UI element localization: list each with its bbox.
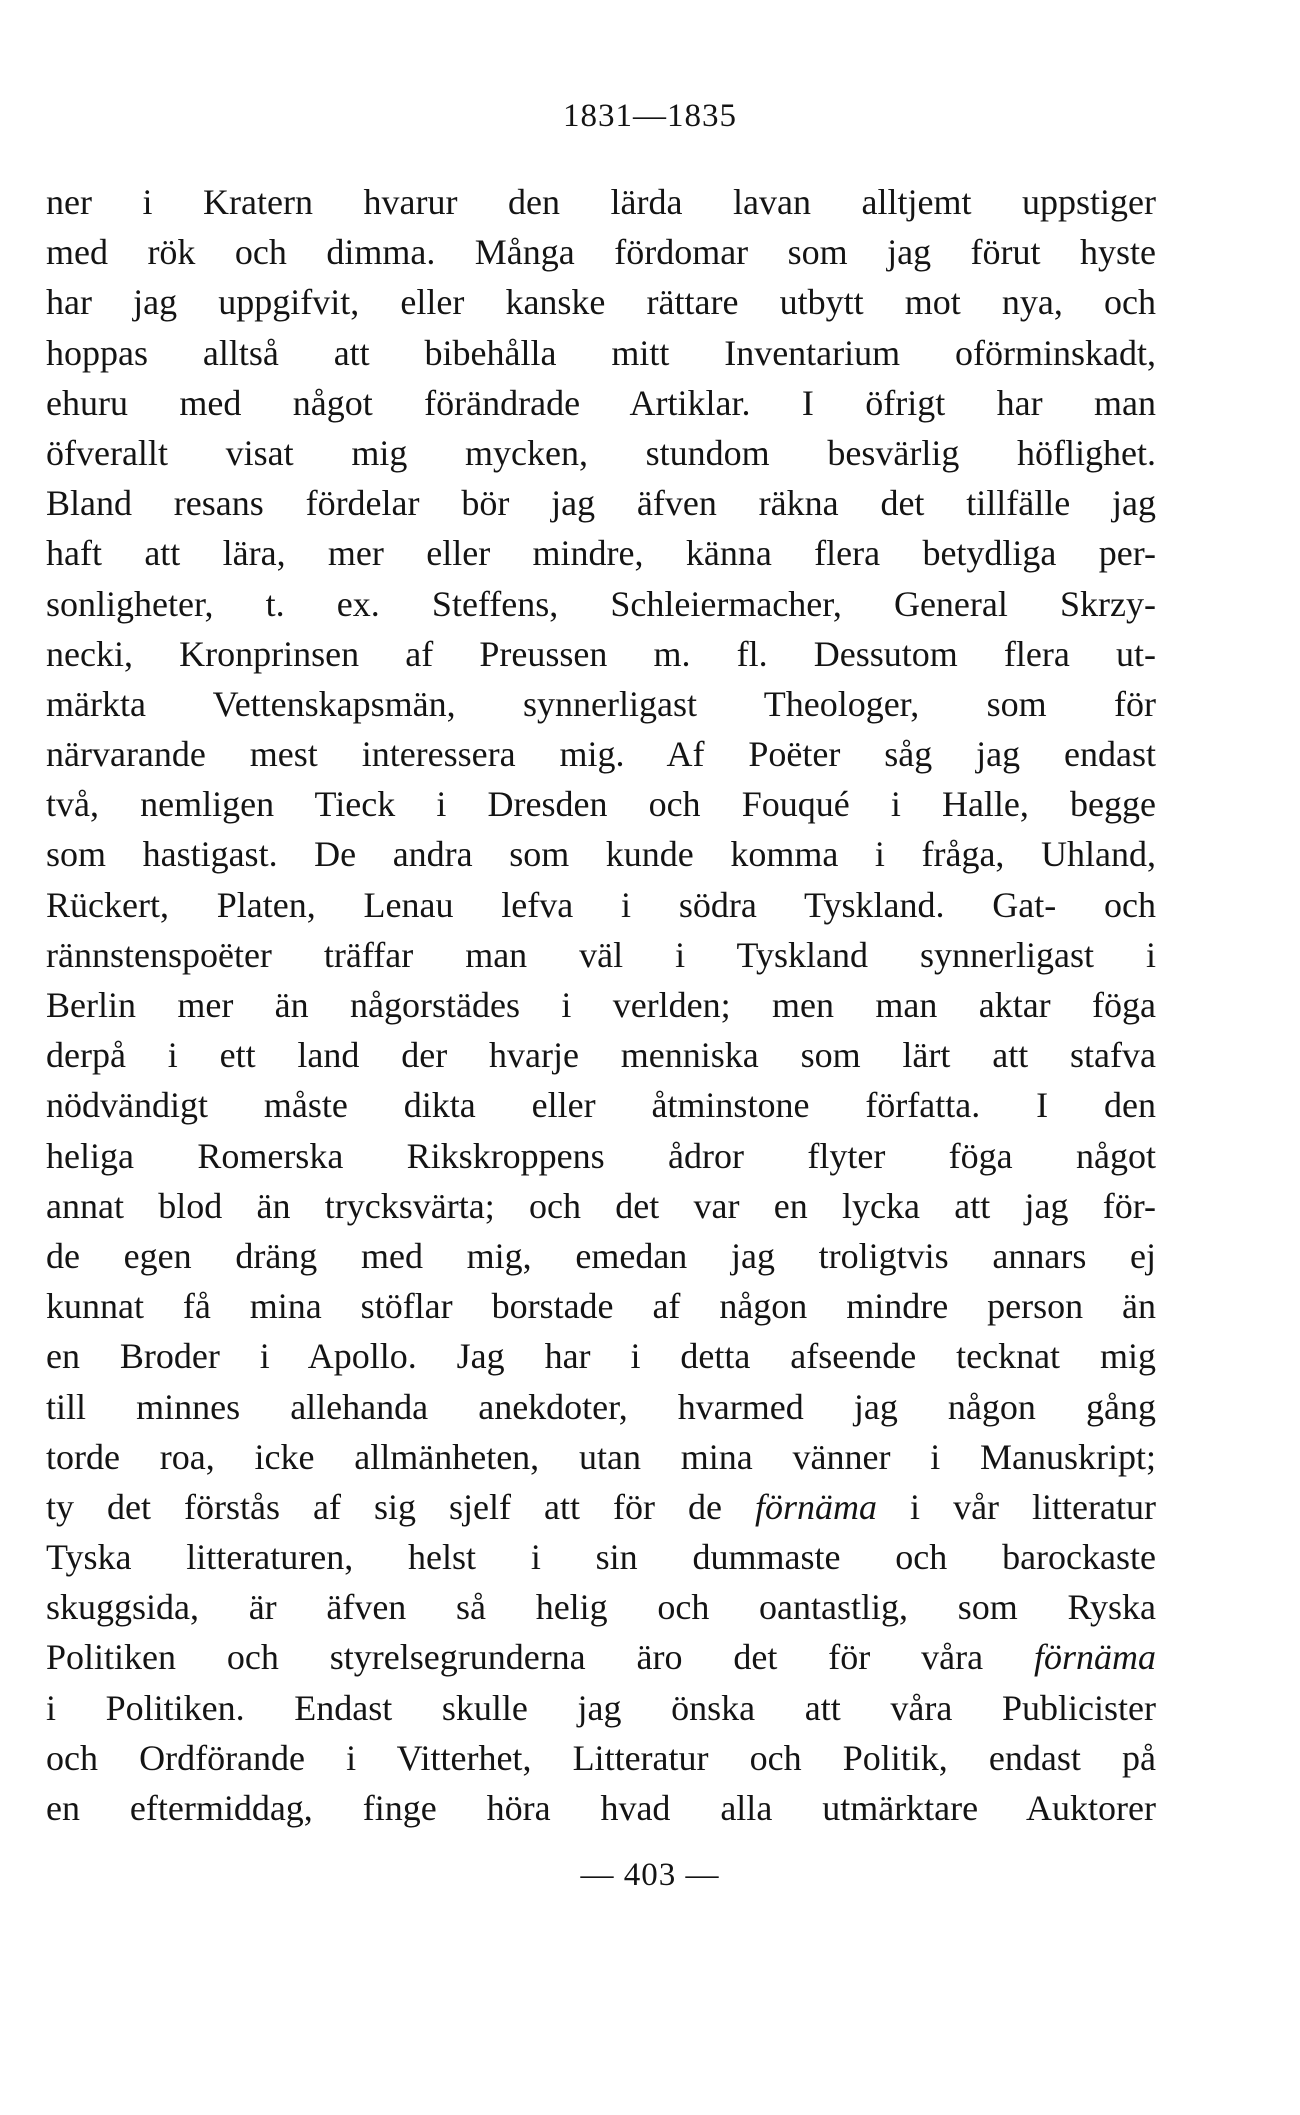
text-line-content: märkta Vettenskapsmän, synnerligast Theologer, som för bbox=[46, 683, 1156, 724]
text-line-content: med rök och dimma. Många fördomar som jag förut hyste bbox=[46, 232, 1156, 273]
text-line-content: rännstenspoëter träffar man väl i Tyskland synnerligast i bbox=[46, 934, 1156, 975]
text-line-content: öfverallt visat mig mycken, stundom besvärlig höflighet. bbox=[46, 432, 1156, 473]
text-line bbox=[46, 930, 1156, 980]
text-line bbox=[46, 277, 1156, 327]
text-line bbox=[46, 227, 1156, 277]
emphasized-word: förnäma bbox=[755, 1486, 878, 1527]
text-line-content: de egen dräng med mig, emedan jag troligtvis annars ej bbox=[46, 1235, 1156, 1276]
text-line-content: ehuru med något förändrade Artiklar. I öfrigt har man bbox=[46, 382, 1156, 423]
text-line bbox=[46, 629, 1156, 679]
text-line bbox=[46, 478, 1156, 528]
text-line bbox=[46, 1080, 1156, 1130]
text-line-content: heliga Romerska Rikskroppens ådror flyter föga något bbox=[46, 1135, 1156, 1176]
text-line bbox=[46, 880, 1156, 930]
text-line-content: necki, Kronprinsen af Preussen m. fl. Dessutom flera ut- bbox=[46, 633, 1156, 674]
text-line bbox=[46, 679, 1156, 729]
text-line bbox=[46, 1281, 1156, 1331]
text-line bbox=[46, 1683, 1156, 1733]
text-line bbox=[46, 1231, 1156, 1281]
page-number: — 403 — bbox=[580, 1857, 720, 1893]
text-line-content: i Politiken. Endast skulle jag önska att våra Publicister bbox=[46, 1687, 1156, 1728]
text-line bbox=[46, 1582, 1156, 1632]
text-line-content: derpå i ett land der hvarje menniska som lärt att stafva bbox=[46, 1035, 1156, 1076]
text-line bbox=[46, 1432, 1156, 1482]
text-line bbox=[46, 1181, 1156, 1231]
text-line bbox=[46, 1733, 1156, 1783]
text-line-continuation: i vår litteratur bbox=[877, 1486, 1156, 1527]
text-line bbox=[46, 1382, 1156, 1432]
text-line-content: skuggsida, är äfven så helig och oantastlig, som Ryska bbox=[46, 1587, 1156, 1628]
text-line bbox=[46, 177, 1156, 227]
text-line-content: torde roa, icke allmänheten, utan mina vänner i Manuskript; bbox=[46, 1436, 1156, 1477]
text-line bbox=[46, 428, 1156, 478]
running-head: 1831—1835 bbox=[563, 98, 737, 134]
text-line-content: som hastigast. De andra som kunde komma i fråga, Uhland, bbox=[46, 834, 1156, 875]
text-line bbox=[46, 829, 1156, 879]
text-line-content: Tyska litteraturen, helst i sin dummaste och barockaste bbox=[46, 1537, 1156, 1578]
text-line-content: hoppas alltså att bibehålla mitt Inventarium oförminskadt, bbox=[46, 332, 1156, 373]
text-line-content: Berlin mer än någorstädes i verlden; men man aktar föga bbox=[46, 985, 1156, 1025]
text-line bbox=[46, 980, 1156, 1030]
text-line bbox=[46, 1783, 1156, 1833]
text-line-content: kunnat få mina stöflar borstade af någon mindre person än bbox=[46, 1286, 1156, 1327]
text-line-content: till minnes allehanda anekdoter, hvarmed jag någon gång bbox=[46, 1386, 1156, 1427]
text-line-content: två, nemligen Tieck i Dresden och Fouqué i Halle, begge bbox=[46, 784, 1156, 825]
text-line-content: nödvändigt måste dikta eller åtminstone författa. I den bbox=[46, 1085, 1156, 1126]
text-line-content: ner i Kratern hvarur den lärda lavan alltjemt uppstiger bbox=[46, 182, 1156, 222]
text-line-content: haft att lära, mer eller mindre, känna flera betydliga per- bbox=[46, 533, 1156, 574]
text-line-content: Politiken och styrelsegrunderna äro det för våra bbox=[46, 1637, 1034, 1678]
text-line-content: en eftermiddag, finge höra hvad alla utmärktare Auktorer bbox=[46, 1788, 1156, 1828]
text-line-content: sonligheter, t. ex. Steffens, Schleiermacher, General Skrzy- bbox=[46, 583, 1156, 624]
text-line bbox=[46, 1331, 1156, 1381]
body-text bbox=[46, 177, 1156, 1833]
text-line bbox=[46, 528, 1156, 578]
text-line-content: och Ordförande i Vitterhet, Litteratur och Politik, endast på bbox=[46, 1737, 1156, 1778]
text-line bbox=[46, 1482, 1156, 1532]
text-line-content: Rückert, Platen, Lenau lefva i södra Tyskland. Gat- och bbox=[46, 884, 1156, 925]
emphasized-word: förnäma bbox=[1033, 1637, 1156, 1678]
text-line bbox=[46, 1532, 1156, 1582]
text-line-content: ty det förstås af sig sjelf att för de bbox=[46, 1486, 756, 1527]
text-line bbox=[46, 779, 1156, 829]
text-line-content: en Broder i Apollo. Jag har i detta afseende tecknat mig bbox=[46, 1336, 1156, 1377]
text-line-content: Bland resans fördelar bör jag äfven räkna det tillfälle jag bbox=[46, 483, 1156, 524]
text-line bbox=[46, 1632, 1156, 1682]
text-line bbox=[46, 1030, 1156, 1080]
text-line bbox=[46, 378, 1156, 428]
text-line bbox=[46, 1131, 1156, 1181]
text-line bbox=[46, 579, 1156, 629]
text-line bbox=[46, 729, 1156, 779]
text-line-content: närvarande mest interessera mig. Af Poëter såg jag endast bbox=[46, 734, 1156, 775]
text-line-content: annat blod än trycksvärta; och det var en lycka att jag för- bbox=[46, 1185, 1156, 1226]
text-line bbox=[46, 328, 1156, 378]
text-line-content: har jag uppgifvit, eller kanske rättare utbytt mot nya, och bbox=[46, 282, 1156, 323]
